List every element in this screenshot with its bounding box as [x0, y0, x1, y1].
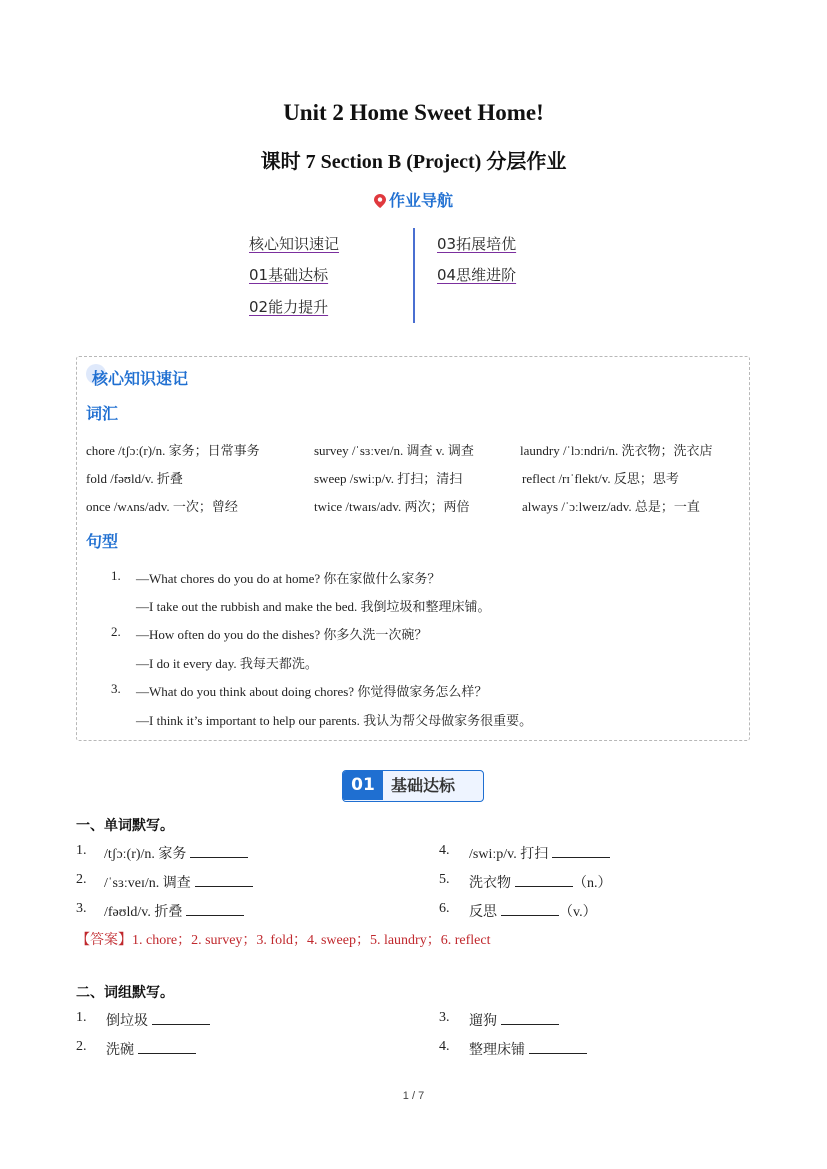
- sentence-label: 句型: [86, 532, 119, 551]
- nav-link-ability[interactable]: 02能力提升: [249, 298, 329, 316]
- item-prompt: /fəʊld/v. 折叠: [104, 905, 183, 920]
- sentence-answer: —I do it every day. 我每天都洗。: [136, 656, 318, 671]
- vocab-item: chore /tʃɔː(r)/n. 家务；日常事务: [86, 443, 260, 458]
- sentence-number: 1.: [111, 568, 121, 583]
- nav-divider: [413, 228, 415, 323]
- section-label: 基础达标: [391, 776, 456, 795]
- item-number: 4.: [439, 1039, 450, 1054]
- item-prompt: 倒垃圾: [106, 1014, 148, 1029]
- item-number: 3.: [439, 1010, 450, 1025]
- dictation-item: [106, 1039, 196, 1059]
- answer-blank[interactable]: [501, 1012, 559, 1025]
- item-number: 4.: [439, 843, 450, 858]
- nav-link-core-knowledge[interactable]: 核心知识速记: [249, 235, 340, 253]
- answer-blank[interactable]: [501, 903, 559, 916]
- dictation-item: [106, 1010, 210, 1030]
- item-number: 3.: [76, 901, 87, 916]
- item-number: 1.: [76, 1010, 87, 1025]
- answer-blank[interactable]: [195, 874, 253, 887]
- dictation-item: [469, 872, 612, 892]
- vocab-item: reflect /rɪˈflekt/v. 反思；思考: [522, 471, 679, 486]
- knowledge-header: 核心知识速记: [92, 369, 189, 388]
- item-prompt: 遛狗: [469, 1014, 497, 1029]
- dictation-item: [104, 843, 248, 863]
- nav-heading: [0, 188, 827, 211]
- document-subtitle: 课时 7 Section B (Project) 分层作业: [260, 151, 567, 173]
- sentence-number: 2.: [111, 624, 121, 639]
- dictation-item: [104, 872, 253, 892]
- item-number: 5.: [439, 872, 450, 887]
- item-prompt: 反思: [469, 905, 497, 920]
- part-of-speech: （v.）: [559, 905, 597, 920]
- item-number: 2.: [76, 872, 87, 887]
- section-banner: [342, 770, 484, 802]
- sentence-number: 3.: [111, 681, 121, 696]
- vocab-label: 词汇: [86, 404, 119, 423]
- vocab-item: fold /fəʊld/v. 折叠: [86, 471, 183, 486]
- nav-heading-text: 作业导航: [388, 191, 453, 210]
- nav-link-extension[interactable]: 03拓展培优: [437, 235, 517, 253]
- item-prompt: /tʃɔː(r)/n. 家务: [104, 847, 187, 862]
- vocab-item: always /ˈɔːlweɪz/adv. 总是；一直: [522, 499, 700, 514]
- question-heading: 一、单词默写。: [76, 818, 174, 834]
- nav-link-basic[interactable]: 01基础达标: [249, 266, 329, 284]
- answer-blank[interactable]: [138, 1041, 196, 1054]
- answer-key: 【答案】1. chore；2. survey；3. fold；4. sweep；5. laundry；6. reflect: [76, 933, 491, 948]
- item-prompt: 洗衣物: [469, 876, 511, 891]
- item-number: 6.: [439, 901, 450, 916]
- section-number: 01: [343, 771, 383, 800]
- vocab-item: once /wʌns/adv. 一次；曾经: [86, 499, 238, 514]
- vocab-item: twice /twaɪs/adv. 两次；两倍: [314, 499, 470, 514]
- answer-blank[interactable]: [529, 1041, 587, 1054]
- part-of-speech: （n.）: [573, 876, 612, 891]
- sentence-question: —What chores do you do at home? 你在家做什么家务？: [136, 571, 441, 586]
- item-prompt: /ˈsɜːveɪ/n. 调查: [104, 876, 191, 891]
- item-prompt: /swiːp/v. 打扫: [469, 847, 549, 862]
- item-number: 1.: [76, 843, 87, 858]
- sentence-question: —How often do you do the dishes? 你多久洗一次碗？: [136, 627, 428, 642]
- vocab-item: laundry /ˈlɔːndri/n. 洗衣物；洗衣店: [520, 443, 713, 458]
- document-title: Unit 2 Home Sweet Home!: [283, 100, 544, 125]
- sentence-question: —What do you think about doing chores? 你觉得做家务怎么样？: [136, 684, 488, 699]
- question-heading: 二、词组默写。: [76, 985, 174, 1001]
- dictation-item: [469, 901, 597, 921]
- item-prompt: 洗碗: [106, 1043, 134, 1058]
- dictation-item: [469, 843, 610, 863]
- vocab-item: survey /ˈsɜːveɪ/n. 调查 v. 调查: [314, 443, 474, 458]
- answer-blank[interactable]: [515, 874, 573, 887]
- sentence-answer: —I take out the rubbish and make the bed. 我倒垃圾和整理床铺。: [136, 599, 491, 614]
- answer-blank[interactable]: [190, 845, 248, 858]
- location-pin-icon: [374, 194, 386, 208]
- page-number: 1 / 7: [402, 1090, 425, 1102]
- answer-blank[interactable]: [152, 1012, 210, 1025]
- dictation-item: [104, 901, 244, 921]
- item-prompt: 整理床铺: [469, 1043, 525, 1058]
- dictation-item: [469, 1010, 559, 1030]
- dictation-item: [469, 1039, 587, 1059]
- answer-blank[interactable]: [186, 903, 244, 916]
- answer-blank[interactable]: [552, 845, 610, 858]
- nav-link-thinking[interactable]: 04思维进阶: [437, 266, 517, 284]
- vocab-item: sweep /swiːp/v. 打扫；清扫: [314, 471, 463, 486]
- sentence-answer: —I think it’s important to help our parents. 我认为帮父母做家务很重要。: [136, 713, 533, 728]
- item-number: 2.: [76, 1039, 87, 1054]
